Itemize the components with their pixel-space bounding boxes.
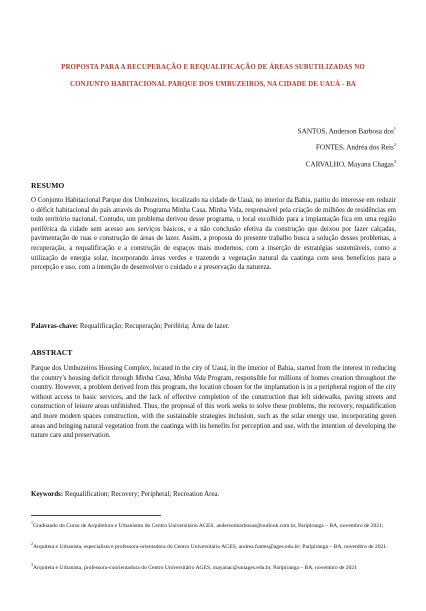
footnote-text: Arquiteta e Urbanista, professora-coorientadora do Centro Universitário AGES, mayanac@uniages.edu.br, Paripiranga – BA, novembro de 2021 <box>33 564 357 571</box>
keywords-text: Requalificação; Recuperação; Periféria; Área de lazer. <box>79 323 230 330</box>
footnote-text: Graduando do Curso de Arquitetura e Urbanismo do Centro Universitário AGES, andersonbarbosas@outlook.com.br, Paripiranga – BA, novembro de 2021; <box>33 522 384 529</box>
footnote-mark: 1 <box>393 126 396 131</box>
footnote <box>31 540 396 551</box>
keywords-text: Requalification; Recovery; Peripheral; Recreation Area. <box>64 491 220 498</box>
abstract-keywords <box>31 490 396 500</box>
abstract-text-part: Program, responsible for millions of homes creation throughout the country. However, a problem derived from this program, the location chosen for the implantation is in a peripheral region of the city without access to basic services, and the lack of effective completion of the construction that left sidewalks, paving streets and construction of leisure areas unfinished. Thus, the proposal of this work seeks to solve these problems, the recovery, requalification and more modern spaces construction, with the sustainable strategies inclusion, such as the solar energy use, incorporating green areas and bringing natural vegetation from the caatinga with its benefits for perception and use, with the intention of developing the nature care and preservation. <box>31 374 396 440</box>
footnote <box>31 561 396 572</box>
footnote-mark: 1 <box>31 520 33 525</box>
footnote-mark: 2 <box>393 142 396 148</box>
resumo-heading: RESUMO <box>31 181 65 190</box>
footnote-divider <box>31 515 161 516</box>
abstract-heading: ABSTRACT <box>31 348 73 357</box>
author-item <box>298 155 396 171</box>
paper-title: PROPOSTA PARA A RECUPERAÇÃO E REQUALIFICAÇÃO DE ÁREAS SUBUTILIZADAS NO CONJUNTO HABITACIONAL PARQUE DOS UMBUZEIROS, NA CIDADE DE UAUÁ - BA <box>61 64 365 88</box>
keywords-label: Keywords: <box>31 491 64 498</box>
footnote-mark: 2 <box>31 541 33 546</box>
resumo-keywords <box>31 322 396 332</box>
author-name: SANTOS, Anderson Barbosa dos <box>297 127 394 136</box>
footnote-mark: 3 <box>31 562 33 567</box>
program-name: Minha Casa, Minha Vida <box>135 374 206 382</box>
author-item <box>298 122 396 138</box>
keywords-label: Palavras-chave: <box>31 323 79 330</box>
resumo-text: O Conjunto Habitacional Parque dos Umbuzeiros, localizado na cidade de Uauá, no interior da Bahia, partiu do interesse em reduzir o déficit habitacional do país através do Programa Minha Casa, Minha Vida, responsável pela criação de milhões de residências em todo território nacional. Contudo, um problema derivou desse programa, o local escolhido para a implantação fica em uma região periférica da cidade sem acesso aos serviços básicos, e a não conclusão efetiva da construção que deixou por fazer calçadas, pavimentação de ruas e construção de áreas de lazer. Assim, a proposta do presente trabalho busca a solução desses problemas, a recuperação, a requalificação e a construção de espaços mais modernos, com a inserção de estratégias sustentáveis, como a utilização de energia solar, incorporando áreas verdes e trazendo a vegetação natural da caatinga com seus benefícios para a percepção e uso, com a intenção de desenvolver o cuidado e a preservação da natureza. <box>31 197 396 272</box>
author-list <box>298 122 396 171</box>
footnote <box>31 519 396 530</box>
footnote-mark: 3 <box>393 158 396 164</box>
footnote-text: Arquiteta e Urbanista, especialista e professora-orientadora do Centro Universitário AGES, andrea.fontes@ages.edu.br; Paripiranga – BA, novembro de 2021. <box>33 543 388 550</box>
abstract-text <box>31 364 396 441</box>
author-item <box>298 138 396 154</box>
abstract-text-part: Parque dos Umbuzeiros Housing Complex, located in the city of Uauá, in the interior of Bahia, started from the interest in reducing the country's housing deficit through <box>31 365 396 382</box>
author-name: CARVALHO, Mayana Chagas <box>305 160 394 169</box>
author-name: FONTES, Andréa dos Reis <box>315 143 394 152</box>
